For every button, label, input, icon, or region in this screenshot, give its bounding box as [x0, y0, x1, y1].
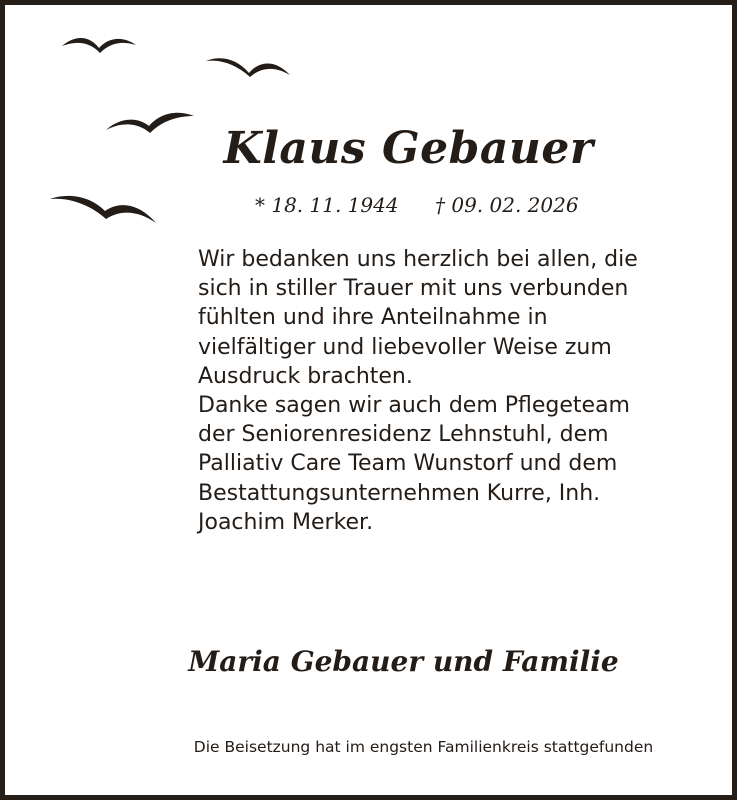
bird-icon-2 — [205, 55, 291, 79]
burial-note: Die Beisetzung hat im engsten Familienkreis stattgefunden — [193, 738, 654, 756]
birth-date: * 18. 11. 1944 — [255, 193, 399, 217]
thanks-paragraph: Wir bedanken uns herzlich bei allen, die sich in stiller Trauer mit uns verbunden fühlten und ihre Anteilnahme in vielfältiger und liebevoller Weise zum Ausdruck brachten. — [198, 247, 638, 389]
bird-icon-1 — [61, 33, 137, 55]
signature: Maria Gebauer und Familie — [188, 645, 619, 678]
deceased-name: Klaus Gebauer — [223, 123, 594, 174]
bird-icon-4 — [49, 193, 157, 225]
death-date: † 09. 02. 2026 — [435, 193, 579, 217]
thanks-paragraph-2: Danke sagen wir auch dem Pflegeteam der Seniorenresidenz Lehnstuhl, dem Palliativ Care Team Wunstorf und dem Bestattungsunternehmen Kurre, Inh. Joachim Merker. — [198, 393, 630, 535]
thanks-text — [198, 245, 668, 537]
